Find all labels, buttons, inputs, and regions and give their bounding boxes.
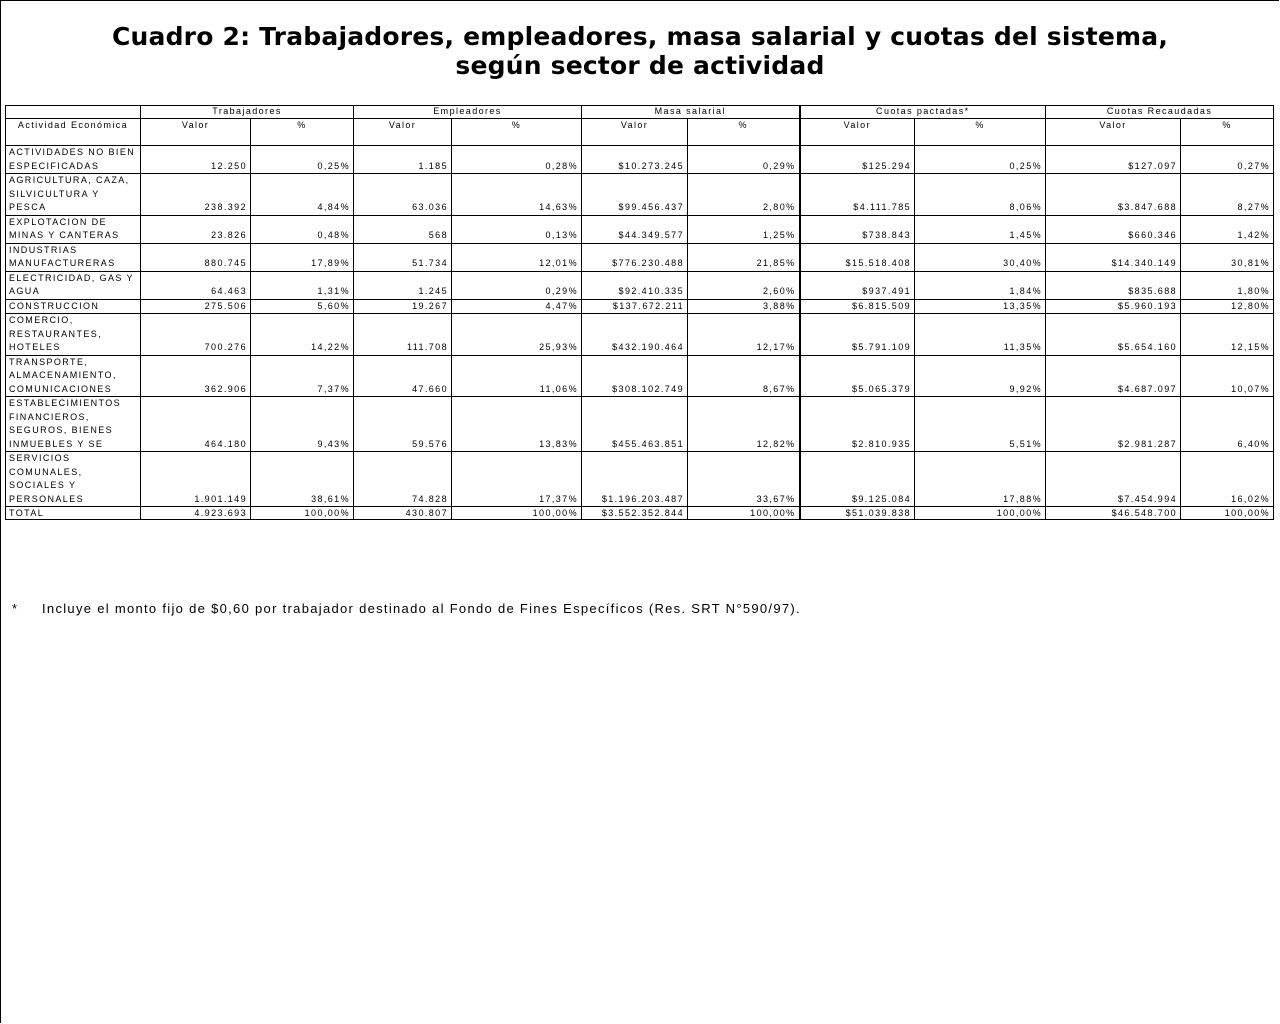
value-cell: $776.230.488 [582, 243, 688, 271]
table-row [6, 299, 1274, 314]
value-cell: 59.576 [354, 397, 452, 452]
sub-header-valor: Valor [141, 119, 251, 146]
table-row [6, 215, 1274, 243]
value-cell: $3.847.688 [1046, 174, 1181, 216]
activity-cell: ELECTRICIDAD, GAS Y AGUA [6, 271, 141, 299]
value-cell: 1.185 [354, 146, 452, 174]
activity-cell: TOTAL [6, 507, 141, 520]
percent-cell: 0,29% [452, 271, 582, 299]
percent-cell: 30,81% [1181, 243, 1274, 271]
percent-cell: 25,93% [452, 314, 582, 356]
value-cell: $455.463.851 [582, 397, 688, 452]
table-row [6, 174, 1274, 216]
value-cell: $127.097 [1046, 146, 1181, 174]
value-cell: 12.250 [141, 146, 251, 174]
value-cell: $5.791.109 [800, 314, 915, 356]
group-header: Trabajadores [141, 106, 354, 119]
table-row [6, 452, 1274, 507]
activity-cell: CONSTRUCCION [6, 299, 141, 314]
value-cell: $5.065.379 [800, 355, 915, 397]
percent-cell: 21,85% [688, 243, 800, 271]
percent-cell: 6,40% [1181, 397, 1274, 452]
value-cell: $15.518.408 [800, 243, 915, 271]
value-cell: 430.807 [354, 507, 452, 520]
percent-cell: 1,31% [251, 271, 354, 299]
percent-cell: 38,61% [251, 452, 354, 507]
data-table [5, 105, 1274, 520]
value-cell: 362.906 [141, 355, 251, 397]
percent-cell: 13,35% [915, 299, 1046, 314]
title-line-1: Cuadro 2: Trabajadores, empleadores, masa salarial y cuotas del sistema, [111, 22, 1169, 51]
sub-header-valor: Valor [800, 119, 915, 146]
percent-cell: 17,37% [452, 452, 582, 507]
value-cell: $44.349.577 [582, 215, 688, 243]
value-cell: 19.267 [354, 299, 452, 314]
footnote-mark: * [12, 601, 19, 616]
value-cell: 1.245 [354, 271, 452, 299]
sub-header-row [6, 119, 1274, 146]
percent-cell: 12,80% [1181, 299, 1274, 314]
percent-cell: 17,89% [251, 243, 354, 271]
value-cell: $7.454.994 [1046, 452, 1181, 507]
percent-cell: 8,67% [688, 355, 800, 397]
value-cell: 51.734 [354, 243, 452, 271]
activity-cell: INDUSTRIAS MANUFACTURERAS [6, 243, 141, 271]
value-cell: $738.843 [800, 215, 915, 243]
value-cell: 464.180 [141, 397, 251, 452]
value-cell: $10.273.245 [582, 146, 688, 174]
header-blank [6, 106, 141, 119]
percent-cell: 100,00% [452, 507, 582, 520]
percent-cell: 0,28% [452, 146, 582, 174]
percent-cell: 0,25% [915, 146, 1046, 174]
percent-cell: 33,67% [688, 452, 800, 507]
value-cell: $51.039.838 [800, 507, 915, 520]
sub-header-valor: Valor [582, 119, 688, 146]
percent-cell: 9,92% [915, 355, 1046, 397]
percent-cell: 1,45% [915, 215, 1046, 243]
percent-cell: 100,00% [915, 507, 1046, 520]
percent-cell: 3,88% [688, 299, 800, 314]
percent-cell: 0,13% [452, 215, 582, 243]
percent-cell: 30,40% [915, 243, 1046, 271]
percent-cell: 1,84% [915, 271, 1046, 299]
group-header: Empleadores [354, 106, 582, 119]
activity-cell: AGRICULTURA, CAZA, SILVICULTURA Y PESCA [6, 174, 141, 216]
table-body [6, 146, 1274, 520]
value-cell: $4.687.097 [1046, 355, 1181, 397]
value-cell: $46.548.700 [1046, 507, 1181, 520]
activity-header: Actividad Económica [6, 119, 141, 146]
table-row [6, 355, 1274, 397]
value-cell: $99.456.437 [582, 174, 688, 216]
percent-cell: 14,63% [452, 174, 582, 216]
value-cell: $125.294 [800, 146, 915, 174]
percent-cell: 5,51% [915, 397, 1046, 452]
value-cell: $835.688 [1046, 271, 1181, 299]
activity-cell: EXPLOTACION DE MINAS Y CANTERAS [6, 215, 141, 243]
table-row [6, 314, 1274, 356]
percent-cell: 4,47% [452, 299, 582, 314]
sub-header-pct: % [1181, 119, 1274, 146]
value-cell: 700.276 [141, 314, 251, 356]
percent-cell: 0,29% [688, 146, 800, 174]
value-cell: 568 [354, 215, 452, 243]
sub-header-pct: % [915, 119, 1046, 146]
percent-cell: 2,60% [688, 271, 800, 299]
value-cell: $3.552.352.844 [582, 507, 688, 520]
table-row [6, 397, 1274, 452]
sub-header-pct: % [251, 119, 354, 146]
percent-cell: 100,00% [1181, 507, 1274, 520]
value-cell: $9.125.084 [800, 452, 915, 507]
percent-cell: 14,22% [251, 314, 354, 356]
percent-cell: 0,25% [251, 146, 354, 174]
value-cell: $5.654.160 [1046, 314, 1181, 356]
percent-cell: 8,06% [915, 174, 1046, 216]
value-cell: $2.981.287 [1046, 397, 1181, 452]
value-cell: $4.111.785 [800, 174, 915, 216]
value-cell: 1.901.149 [141, 452, 251, 507]
value-cell: 275.506 [141, 299, 251, 314]
percent-cell: 100,00% [688, 507, 800, 520]
percent-cell: 5,60% [251, 299, 354, 314]
percent-cell: 100,00% [251, 507, 354, 520]
activity-cell: ESTABLECIMIENTOS FINANCIEROS, SEGUROS, BIENES INMUEBLES Y SE [6, 397, 141, 452]
percent-cell: 13,83% [452, 397, 582, 452]
sub-header-valor: Valor [1046, 119, 1181, 146]
percent-cell: 16,02% [1181, 452, 1274, 507]
percent-cell: 12,01% [452, 243, 582, 271]
group-header: Cuotas pactadas* [800, 106, 1046, 119]
percent-cell: 10,07% [1181, 355, 1274, 397]
value-cell: $308.102.749 [582, 355, 688, 397]
percent-cell: 4,84% [251, 174, 354, 216]
value-cell: $432.190.464 [582, 314, 688, 356]
percent-cell: 7,37% [251, 355, 354, 397]
sub-header-pct: % [452, 119, 582, 146]
percent-cell: 2,80% [688, 174, 800, 216]
table-row [6, 146, 1274, 174]
table-row [6, 271, 1274, 299]
percent-cell: 11,06% [452, 355, 582, 397]
value-cell: $2.810.935 [800, 397, 915, 452]
value-cell: 63.036 [354, 174, 452, 216]
total-row [6, 507, 1274, 520]
group-header: Masa salarial [582, 106, 800, 119]
footnote-text: Incluye el monto fijo de $0,60 por trabajador destinado al Fondo de Fines Específicos (Res. SRT N°590/97). [42, 601, 801, 616]
activity-cell: TRANSPORTE, ALMACENAMIENTO, COMUNICACIONES [6, 355, 141, 397]
value-cell: 4.923.693 [141, 507, 251, 520]
value-cell: $5.960.193 [1046, 299, 1181, 314]
activity-cell: ACTIVIDADES NO BIEN ESPECIFICADAS [6, 146, 141, 174]
percent-cell: 17,88% [915, 452, 1046, 507]
page-title [0, 22, 1280, 80]
percent-cell: 1,42% [1181, 215, 1274, 243]
group-header: Cuotas Recaudadas [1046, 106, 1274, 119]
percent-cell: 12,82% [688, 397, 800, 452]
value-cell: 64.463 [141, 271, 251, 299]
percent-cell: 1,25% [688, 215, 800, 243]
value-cell: $6.815.509 [800, 299, 915, 314]
sub-header-pct: % [688, 119, 800, 146]
percent-cell: 11,35% [915, 314, 1046, 356]
activity-cell: SERVICIOS COMUNALES, SOCIALES Y PERSONALES [6, 452, 141, 507]
percent-cell: 9,43% [251, 397, 354, 452]
percent-cell: 1,80% [1181, 271, 1274, 299]
value-cell: 238.392 [141, 174, 251, 216]
group-header-row [6, 106, 1274, 119]
value-cell: 47.660 [354, 355, 452, 397]
table-row [6, 243, 1274, 271]
value-cell: $137.672.211 [582, 299, 688, 314]
value-cell: $937.491 [800, 271, 915, 299]
activity-cell: COMERCIO, RESTAURANTES, HOTELES [6, 314, 141, 356]
value-cell: $660.346 [1046, 215, 1181, 243]
percent-cell: 0,27% [1181, 146, 1274, 174]
percent-cell: 12,15% [1181, 314, 1274, 356]
value-cell: $92.410.335 [582, 271, 688, 299]
percent-cell: 8,27% [1181, 174, 1274, 216]
footnote [12, 601, 801, 616]
percent-cell: 12,17% [688, 314, 800, 356]
percent-cell: 0,48% [251, 215, 354, 243]
sub-header-valor: Valor [354, 119, 452, 146]
title-line-2: según sector de actividad [455, 51, 825, 80]
value-cell: $1.196.203.487 [582, 452, 688, 507]
value-cell: 23.826 [141, 215, 251, 243]
value-cell: 74.828 [354, 452, 452, 507]
value-cell: 111.708 [354, 314, 452, 356]
value-cell: $14.340.149 [1046, 243, 1181, 271]
value-cell: 880.745 [141, 243, 251, 271]
